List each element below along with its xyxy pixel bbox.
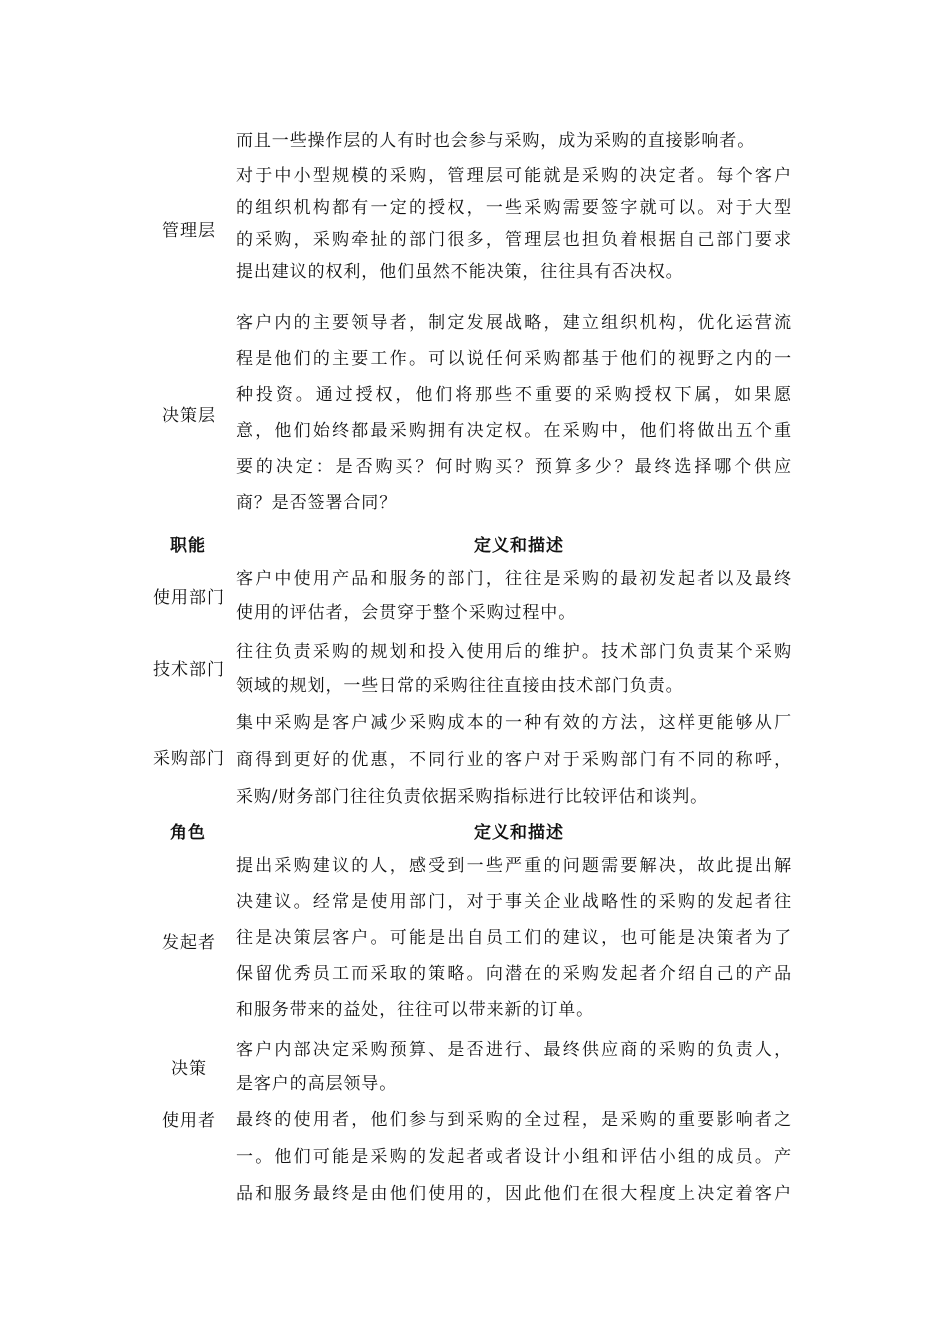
text-line: 客户内的主要领导者，制定发展战略，建立组织机构，优化运营流: [236, 313, 792, 333]
row-label-decider: 决策: [171, 1059, 207, 1079]
row-label-purchase-dept: 采购部门: [153, 749, 225, 769]
row-text-tech-dept: [236, 635, 792, 703]
text-line: 的采购，采购牵扯的部门很多，管理层也担负着根据自己部门要求: [236, 230, 792, 250]
text-line: 商？是否签署合同？: [236, 493, 398, 513]
text-line: 和服务带来的益处，往往可以带来新的订单。: [236, 1000, 594, 1020]
text-line: 客户中使用产品和服务的部门，往往是采购的最初发起者以及最终: [236, 569, 792, 589]
text-line: 往往负责采购的规划和投入使用后的维护。技术部门负责某个采购: [236, 642, 792, 662]
text-line: 品和服务最终是由他们使用的，因此他们在很大程度上决定着客户: [236, 1184, 792, 1204]
text-line: 一。他们可能是采购的发起者或者设计小组和评估小组的成员。产: [236, 1147, 792, 1167]
text-line: 程是他们的主要工作。可以说任何采购都基于他们的视野之内的一: [236, 349, 792, 369]
table-header-description-2: 定义和描述: [474, 823, 564, 843]
row-label-initiator: 发起者: [162, 933, 216, 953]
row-text-purchase-dept: [236, 705, 792, 816]
text-line: 商得到更好的优惠，不同行业的客户对于采购部门有不同的称呼，: [236, 750, 792, 770]
row-text-decider: [236, 1033, 792, 1101]
text-line: 客户内部决定采购预算、是否进行、最终供应商的采购的负责人，: [236, 1040, 792, 1060]
text-line: 最终的使用者，他们参与到采购的全过程，是采购的重要影响者之: [236, 1110, 792, 1130]
row-label-tech-dept: 技术部门: [153, 660, 225, 680]
row-label-management: 管理层: [162, 221, 216, 241]
text-line: 集中采购是客户减少采购成本的一种有效的方法，这样更能够从厂: [236, 713, 792, 733]
row-text-initiator: [236, 848, 792, 1028]
text-line: 往是决策层客户。可能是出自员工们的建议，也可能是决策者为了: [236, 928, 792, 948]
text-line: 提出采购建议的人，感受到一些严重的问题需要解决，故此提出解: [236, 856, 792, 876]
row-label-usage-dept: 使用部门: [153, 588, 225, 608]
text-line: 提出建议的权利，他们虽然不能决策，往往具有否决权。: [236, 262, 684, 282]
row-text-usage-dept: [236, 562, 792, 630]
text-line: 是客户的高层领导。: [236, 1074, 398, 1094]
table-header-description: 定义和描述: [474, 536, 564, 556]
text-line: 采购/财务部门往往负责依据采购指标进行比较评估和谈判。: [236, 787, 709, 807]
text-line: 而且一些操作层的人有时也会参与采购，成为采购的直接影响者。: [236, 131, 756, 151]
row-label-user: 使用者: [162, 1111, 216, 1131]
text-line: 的组织机构都有一定的授权，一些采购需要签字就可以。对于大型: [236, 198, 792, 218]
text-line: 种投资。通过授权，他们将那些不重要的采购授权下属，如果愿: [236, 385, 792, 405]
table-header-role: 角色: [170, 823, 206, 843]
text-line: 要的决定：是否购买？何时购买？预算多少？最终选择哪个供应: [236, 457, 792, 477]
table-header-function: 职能: [170, 536, 206, 556]
text-line: 意，他们始终都最采购拥有决定权。在采购中，他们将做出五个重: [236, 421, 792, 441]
row-text-user: [236, 1102, 792, 1213]
text-line: 决建议。经常是使用部门，对于事关企业战略性的采购的发起者往: [236, 892, 792, 912]
row-text-decision-layer: [236, 305, 792, 521]
text-line: 保留优秀员工而采取的策略。向潜在的采购发起者介绍自己的产品: [236, 964, 792, 984]
text-line: 领域的规划，一些日常的采购往往直接由技术部门负责。: [236, 676, 684, 696]
continuation-text: [236, 126, 792, 156]
row-text-management: [236, 160, 792, 288]
row-label-decision-layer: 决策层: [162, 406, 216, 426]
text-line: 使用的评估者，会贯穿于整个采购过程中。: [236, 603, 577, 623]
text-line: 对于中小型规模的采购，管理层可能就是采购的决定者。每个客户: [236, 166, 792, 186]
